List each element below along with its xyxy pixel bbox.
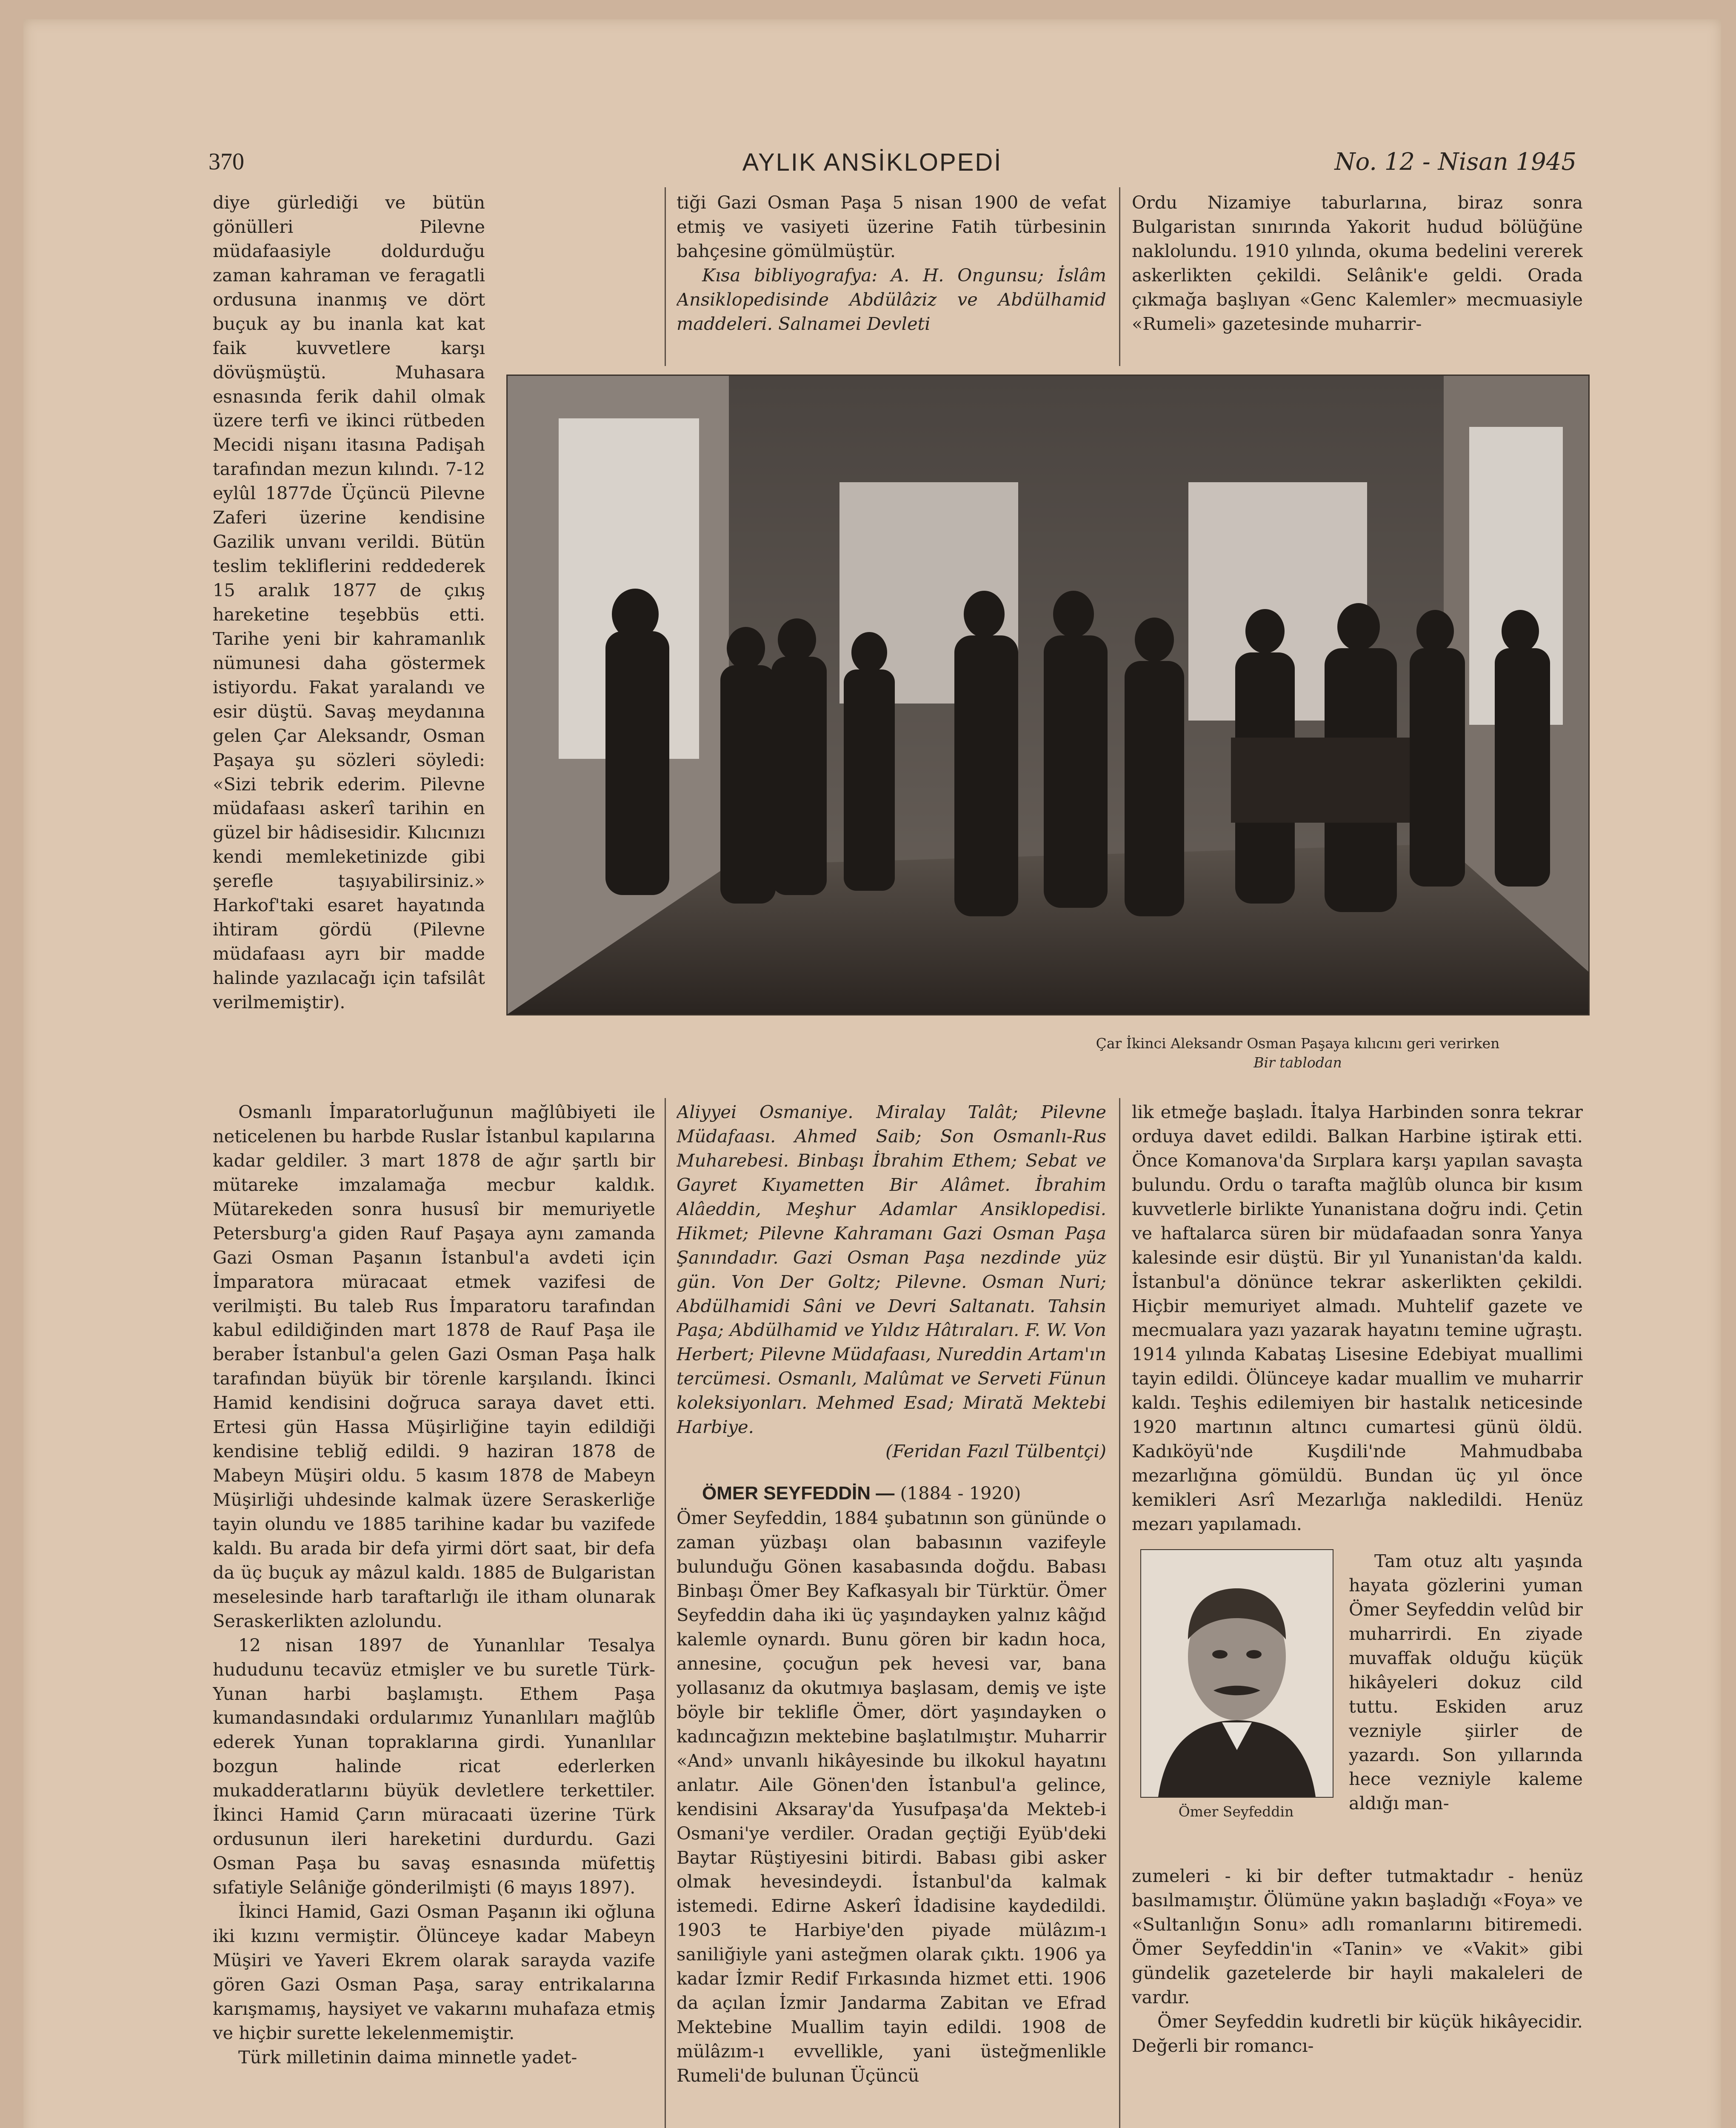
heading-name: ÖMER SEYFEDDİN —	[702, 1483, 895, 1504]
page-number: 370	[208, 149, 244, 175]
article-paragraph: zumeleri - ki bir defter tutmaktadır - henüz basılmamıştır. Ölümüne yakın başladığı «Foya» ve «Sultanlığın Sonu» adlı romanlarını bitiremedi. Ömer Seyfeddin'in «Tanin» ve «Vakit» gibi gündelik gazetelerde bir hayli makaleleri de vardır.	[1132, 1865, 1583, 2008]
article-paragraph: Tam otuz altı yaşında hayata gözlerini yuman Ömer Seyfeddin velûd bir muharrirdi. En ziyade muvaffak olduğu küçük hikâyeleri dokuz cild tuttu. Eskiden aruz vezniyle şiirler de yazardı. Son yıllarında hece vezniyle kaleme aldığı man-	[1349, 1550, 1583, 1814]
painting-photo	[506, 375, 1590, 1015]
article-paragraph: Osmanlı İmparatorluğunun mağlûbiyeti ile neticelenen bu harbde Ruslar İstanbul kapılarına kadar geldiler. 3 mart 1878 de ağır şartlı bir mütareke imzalamağa mecbur kaldık. Mütarekeden sonra hususî bir memuriyetle Petersburg'a giden Rauf Paşaya aynı zamanda Gazi Osman Paşanın İstanbul'a avdeti için İmparatora müracaat etmek vazifesi de verilmişti. Bu taleb Rus İmparatoru tarafından kabul edildiğinden mart 1878 de Rauf Paşa ile beraber İstanbul'a gelen Gazi Osman Paşa halk tarafından büyük bir törenle karşılandı. İkinci Hamid kendisini doğruca saraya davet etti. Ertesi gün Hassa Müşirliğine tayin edildiği kendisine tebliğ edildi. 9 haziran 1878 de Mabeyn Müşiri oldu. 5 kasım 1878 de Mabeyn Müşirliği uhdesinde kalmak üzere Seraskerliğe tayin olundu ve 1885 tarihine kadar bu vazifede kaldı. Bu arada bir defa yirmi dört saat, bir defa da üç buçuk ay mâzul kaldı. 1885 de Bulgaristan meselesinde harb taraftarlığı ile itham olunarak Seraskerlikten azlolundu.	[213, 1101, 655, 1631]
column-rule	[1119, 1098, 1120, 2128]
heading-years: (1884 - 1920)	[900, 1483, 1021, 1504]
article-paragraph: lik etmeğe başladı. İtalya Harbinden sonra tekrar orduya davet edildi. Balkan Harbine iştirak etti. Önce Komanova'da Sırplara karşı yapılan savaşta bulundu. Ordu o tarafta mağlûb olunca bir kısım kuvvetlerle birlikte Yunanistana doğru indi. Çetin ve haftalarca süren bir müdafaadan sonra Yanya kalesinde esir düştü. Bir yıl Yunanistan'da kaldı. İstanbul'a dönünce tekrar askerlikten çekildi. Hiçbir memuriyet almadı. Muhtelif gazete ve mecmualara yazı yazarak hayatını temine uğraştı. 1914 yılında Kabataş Lisesine Edebiyat muallimi tayin edildi. Ölünceye kadar muallim ve muharrir kaldı. Teşhis edilemiyen bir hastalık neticesinde 1920 martının altıncı cumartesi günü öldü. Kadıköyü'nde Kuşdili'nde Mahmudbaba mezarlığına gömüldü. Bundan üç yıl önce kemikleri Asrî Mezarlığa nakledildi. Henüz mezarı yapılamadı.	[1132, 1101, 1583, 1534]
author-attribution: (Feridan Fazıl Tülbentçi)	[885, 1441, 1106, 1462]
issue-info: No. 12 - Nisan 1945	[1334, 148, 1576, 176]
article-paragraph: Ömer Seyfeddin kudretli bir küçük hikâyecidir. Değerli bir romancı-	[1132, 2011, 1583, 2056]
col2-bottom	[677, 1100, 1106, 2128]
col3-top	[1132, 191, 1583, 369]
portrait-image	[1141, 1550, 1333, 1797]
caption-line1: Çar İkinci Aleksandr Osman Paşaya kılıcını geri verirken	[1096, 1035, 1500, 1052]
bibliography-start: Kısa bibliyografya: A. H. Ongunsu; İslâm Ansiklopedisinde Abdülâziz ve Abdülhamid maddeleri. Salnamei Devleti	[677, 264, 1106, 334]
portrait-photo	[1140, 1549, 1333, 1798]
article-paragraph: Ömer Seyfeddin, 1884 şubatının son gününde o zaman yüzbaşı olan babasının vazifeyle bulunduğu Gönen kasabasında doğdu. Babası Binbaşı Ömer Bey Kafkasyalı bir Türktür. Ömer Seyfeddin daha iki üç yaşındayken yalnız kâğıd kalemle oynardı. Bunu gören bir kadın hoca, annesine, çocuğun pek hevesi var, bana yollasanız da okutmıya başlasam, demiş ve işte böyle bir teklifle Ömer, dört yaşındayken o kadıncağızın mektebine başlatılmıştır. Muharrir «And» unvanlı hikâyesinde bu ilkokul hayatını anlatır. Aile Gönen'den İstanbul'a gelince, kendisini Aksaray'da Yusufpaşa'da Mekteb-i Osmani'ye verdiler. Oradan geçtiği Eyüb'deki Baytar Rüştiyesini bitirdi. Babası gibi asker olmak hevesindeydi. İstanbul'da kalmak istemedi. Edirne Askerî İdadisine kaydedildi. 1903 te Harbiye'den piyade mülâzım-ı saniliğiyle yani asteğmen olarak çıktı. 1906 ya kadar İzmir Redif Fırkasında hizmet etti. 1906 da açılan İzmir Jandarma Zabitan ve Efrad Mektebine Muallim tayin edildi. 1908 de mülâzım-ı evvellikle, yani üsteğmenlikle Rumeli'de bulunan Üçüncü	[677, 1507, 1106, 2086]
article-paragraph: tiği Gazi Osman Paşa 5 nisan 1900 de vefat etmiş ve vasiyeti üzerine Fatih türbesinin bahçesine gömülmüştür.	[677, 192, 1106, 261]
painting-scene	[508, 376, 1588, 1014]
column-rule	[665, 187, 666, 366]
magazine-title: AYLIK ANSİKLOPEDİ	[742, 149, 1002, 176]
article-heading	[677, 1481, 1106, 1506]
article-paragraph: diye gürlediği ve bütün gönülleri Pilevne müdafaasiyle doldurduğu zaman kahraman ve feragatli ordusuna inanmış ve dört buçuk ay bu inanla kat kat faik kuvvetlere karşı dövüşmüştü. Muhasara esnasında ferik dahil olmak üzere terfi ve ikinci rütbeden Mecidi nişanı itasına Padişah tarafından mezun kılındı. 7-12 eylûl 1877de Üçüncü Pilevne Zaferi üzerine kendisine Gazilik unvanı verildi. Bütün teslim tekliflerini reddederek 15 aralık 1877 de çıkış hareketine teşebbüs etti. Tarihe yeni bir kahramanlık nümunesi daha göstermek istiyordu. Fakat yaralandı ve esir düştü. Savaş meydanına gelen Çar Aleksandr, Osman Paşaya şu sözleri söyledi: «Sizi tebrik ederim. Pilevne müdafaası askerî tarihin en güzel bir hâdisesidir. Kılıcınızı kendi memleketinizde gibi şerefle taşıyabilirsiniz.» Harkof'taki esaret hayatında ihtiram gördü (Pilevne müdafaası ayrı bir madde halinde yazılacağı için tafsilât verilmemiştir).	[213, 192, 485, 1013]
col2-top	[677, 191, 1106, 369]
caption-line2: Bir tablodan	[1253, 1054, 1342, 1071]
article-paragraph: 12 nisan 1897 de Yunanlılar Tesalya hududunu tecavüz etmişler ve bu suretle Türk-Yunan harbi başlamıştı. Ethem Paşa kumandasındaki ordularımız Yunanlıları mağlûb ederek Yunan topraklarına girdi. Yunanlılar bozgun halinde ricat ederlerken mukadderatlarını büyük devletlere terkettiler. İkinci Hamid Çarın müracaati üzerine Türk ordusunun ileri hareketini durdurdu. Gazi Osman Paşa bu savaş esnasında müfettiş sıfatiyle Selâniğe gönderilmişti (6 mayıs 1897).	[213, 1634, 655, 1898]
column-rule	[1119, 187, 1120, 366]
col3-bottom-top	[1132, 1100, 1583, 1534]
painting-caption	[979, 1034, 1617, 1072]
col1-top	[213, 191, 485, 1097]
col3-side	[1349, 1549, 1583, 1860]
bibliography: Aliyyei Osmaniye. Miralay Talât; Pilevne Müdafaası. Ahmed Saib; Son Osmanlı-Rus Muharebesi. Binbaşı İbrahim Ethem; Sebat ve Gayret Kıyametten Bir Alâmet. İbrahim Alâeddin, Meşhur Adamlar Ansiklopedisi. Hikmet; Pilevne Kahramanı Gazi Osman Paşa Şanındadır. Gazi Osman Paşa nezdinde yüz gün. Von Der Goltz; Pilevne. Osman Nuri; Abdülhamidi Sâni ve Devri Saltanatı. Tahsin Paşa; Abdülhamid ve Yıldız Hâtıraları. F. W. Von Herbert; Pilevne Müdafaası, Nureddin Artam'ın tercümesi. Osmanlı, Malûmat ve Serveti Fünun koleksiyonları. Mehmed Esad; Mirată Mektebi Harbiye.	[677, 1101, 1106, 1438]
article-paragraph: Türk milletinin daima minnetle yadet-	[238, 2046, 577, 2068]
column-rule	[665, 1098, 666, 2128]
portrait-caption: Ömer Seyfeddin	[1178, 1803, 1294, 1820]
article-paragraph: Ordu Nizamiye taburlarına, biraz sonra Bulgaristan sınırında Yakorit hudud bölüğüne naklolundu. 1910 yılında, okuma bedelini vererek askerlikten çekildi. Selânik'e geldi. Orada çıkmağa başlıyan «Genc Kalemler» mecmuasiyle «Rumeli» gazetesinde muharrir-	[1132, 192, 1583, 334]
col3-bottom	[1132, 1864, 1583, 2128]
article-paragraph: İkinci Hamid, Gazi Osman Paşanın iki oğluna iki kızını vermiştir. Ölünceye kadar Mabeyn Müşiri ve Yaveri Ekrem olarak sarayda vazife gören Gazi Osman Paşa, saray entrikalarına karışmamış, haysiyet ve vakarını muhafaza etmiş ve hiçbir surette lekelenmemiştir.	[213, 1901, 655, 2043]
col1-bottom	[213, 1100, 655, 2128]
